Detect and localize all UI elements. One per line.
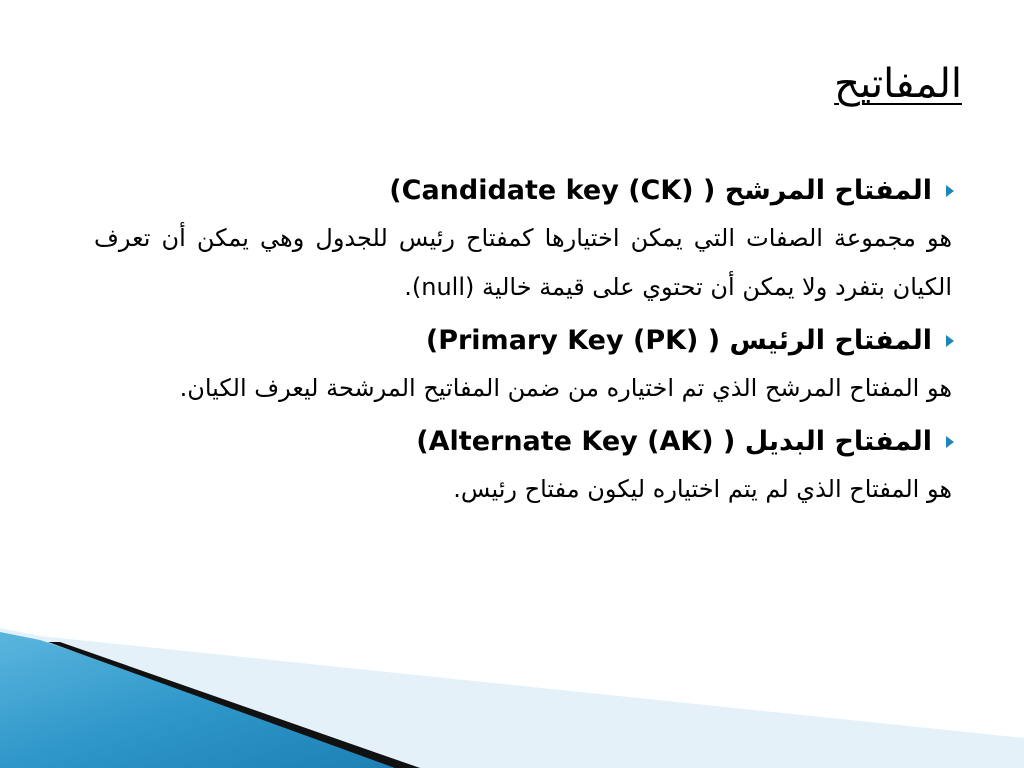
body-primary-key: هو المفتاح المرشح الذي تم اختياره من ضمن المفاتيح المرشحة ليعرف الكيان.: [179, 374, 952, 402]
body-alternate-key: هو المفتاح الذي لم يتم اختياره ليكون مفتاح رئيس.: [453, 475, 952, 503]
slide-title: المفاتيح: [834, 61, 962, 107]
heading-alternate-key: [94, 419, 954, 465]
triangle-bullet-icon: [946, 436, 954, 448]
decorative-corner-shape: [0, 628, 1024, 768]
heading-text: المفتاح المرشح ( Candidate key (CK)): [389, 175, 932, 206]
slide-content: [94, 168, 954, 520]
triangle-bullet-icon: [946, 335, 954, 347]
body-candidate-key: هو مجموعة الصفات التي يمكن اختيارها كمفتاح رئيس للجدول وهي يمكن أن تعرف الكيان بتفرد ولا يمكن أن تحتوي على قيمة خالية (null).: [94, 224, 952, 301]
heading-primary-key: [94, 318, 954, 364]
heading-text: المفتاح الرئيس ( Primary Key (PK)): [425, 325, 932, 356]
heading-candidate-key: [94, 168, 954, 214]
triangle-bullet-icon: [946, 185, 954, 197]
heading-text: المفتاح البديل ( Alternate Key (AK)): [416, 426, 932, 457]
